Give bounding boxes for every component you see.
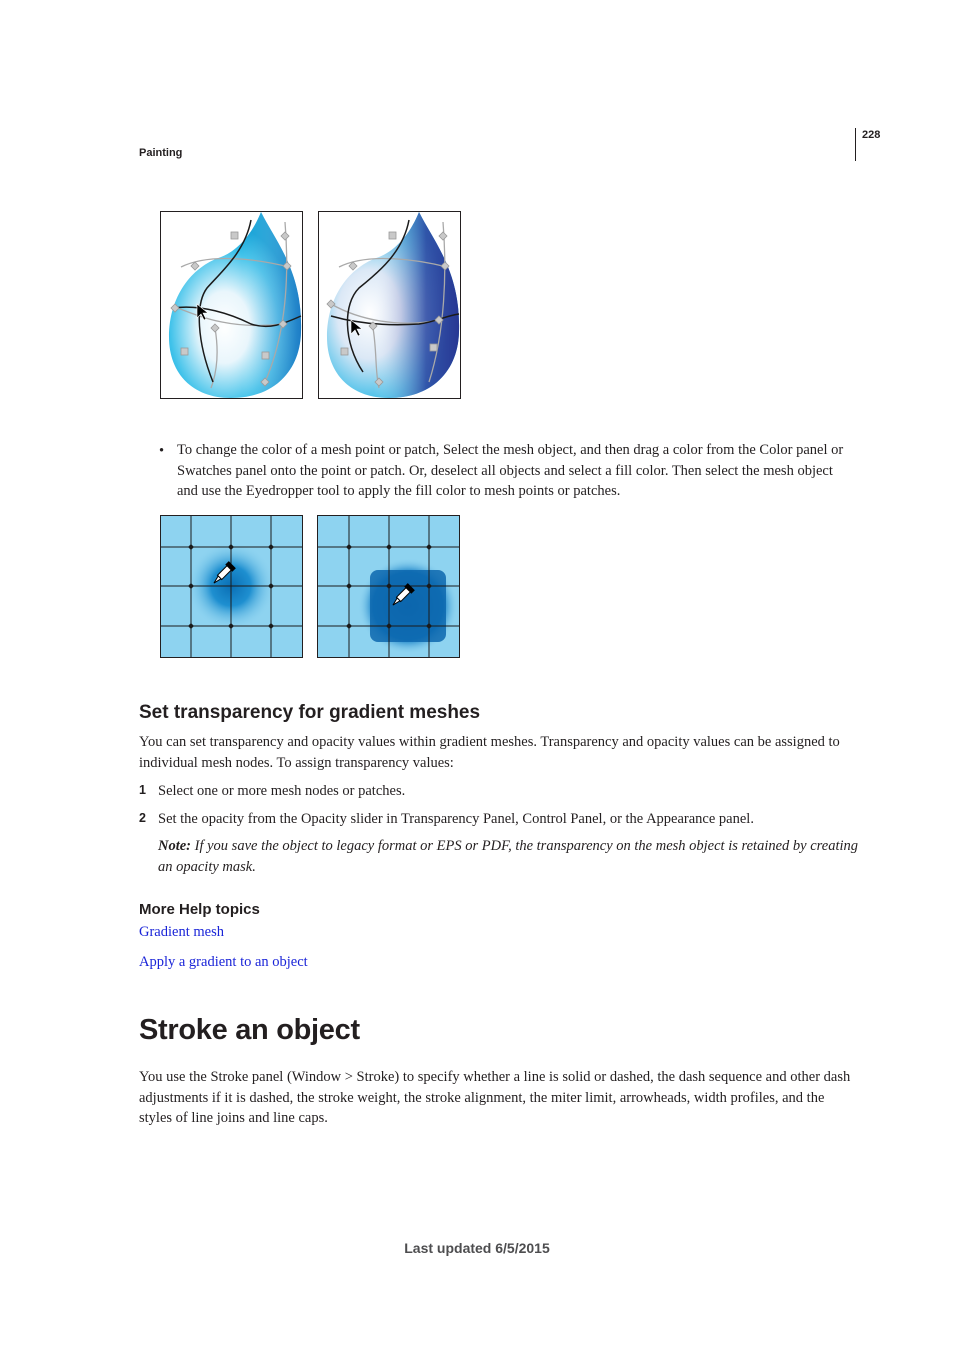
stroke-paragraph: You use the Stroke panel (Window > Stroke) to specify whether a line is solid or dashed, the dash sequence and other dash adjustments if it is dashed, the stroke weight, the stroke alignment, the miter limit, arrowheads, width profiles, and the styles of line joins and line caps. — [139, 1069, 851, 1126]
note-text: If you save the object to legacy format or EPS or PDF, the transparency on the mesh object is retained by creating an opacity mask. — [158, 838, 859, 875]
header-divider — [855, 128, 856, 161]
bullet-mark: • — [159, 443, 165, 459]
page-title-stroke: Stroke an object — [139, 1014, 360, 1046]
eyedropper-point-figure — [160, 515, 303, 658]
link-gradient-mesh[interactable]: Gradient mesh — [139, 924, 224, 940]
note-label: Note: — [158, 838, 192, 854]
mesh-drop-figure-after — [318, 211, 461, 399]
more-help-heading: More Help topics — [139, 901, 260, 918]
step-text: Select one or more mesh nodes or patches. — [158, 783, 406, 799]
eyedropper-patch-figure — [317, 515, 460, 658]
transparency-intro: You can set transparency and opacity values within gradient meshes. Transparency and opacity values can be assigned to individual mesh nodes. To assign transparency values: — [139, 734, 840, 771]
page-number: 228 — [862, 129, 881, 141]
footer-last-updated: Last updated 6/5/2015 — [404, 1240, 550, 1256]
step-text: Set the opacity from the Opacity slider in Transparency Panel, Control Panel, or the Appearance panel. — [158, 811, 754, 827]
mesh-drop-figure-before — [160, 211, 303, 399]
link-apply-gradient[interactable]: Apply a gradient to an object — [139, 954, 308, 970]
bullet-text: To change the color of a mesh point or patch, Select the mesh object, and then drag a color from the Color panel or Swatches panel onto the point or patch. Or, deselect all objects and select a fill color. Then select the mesh object and use the Eyedropper tool to apply the fill color to mesh points or patches. — [177, 442, 844, 499]
note — [158, 836, 858, 877]
running-header: Painting — [139, 147, 183, 159]
step-number: 2 — [139, 811, 146, 825]
section-heading-transparency: Set transparency for gradient meshes — [139, 702, 481, 723]
step-number: 1 — [139, 783, 146, 797]
